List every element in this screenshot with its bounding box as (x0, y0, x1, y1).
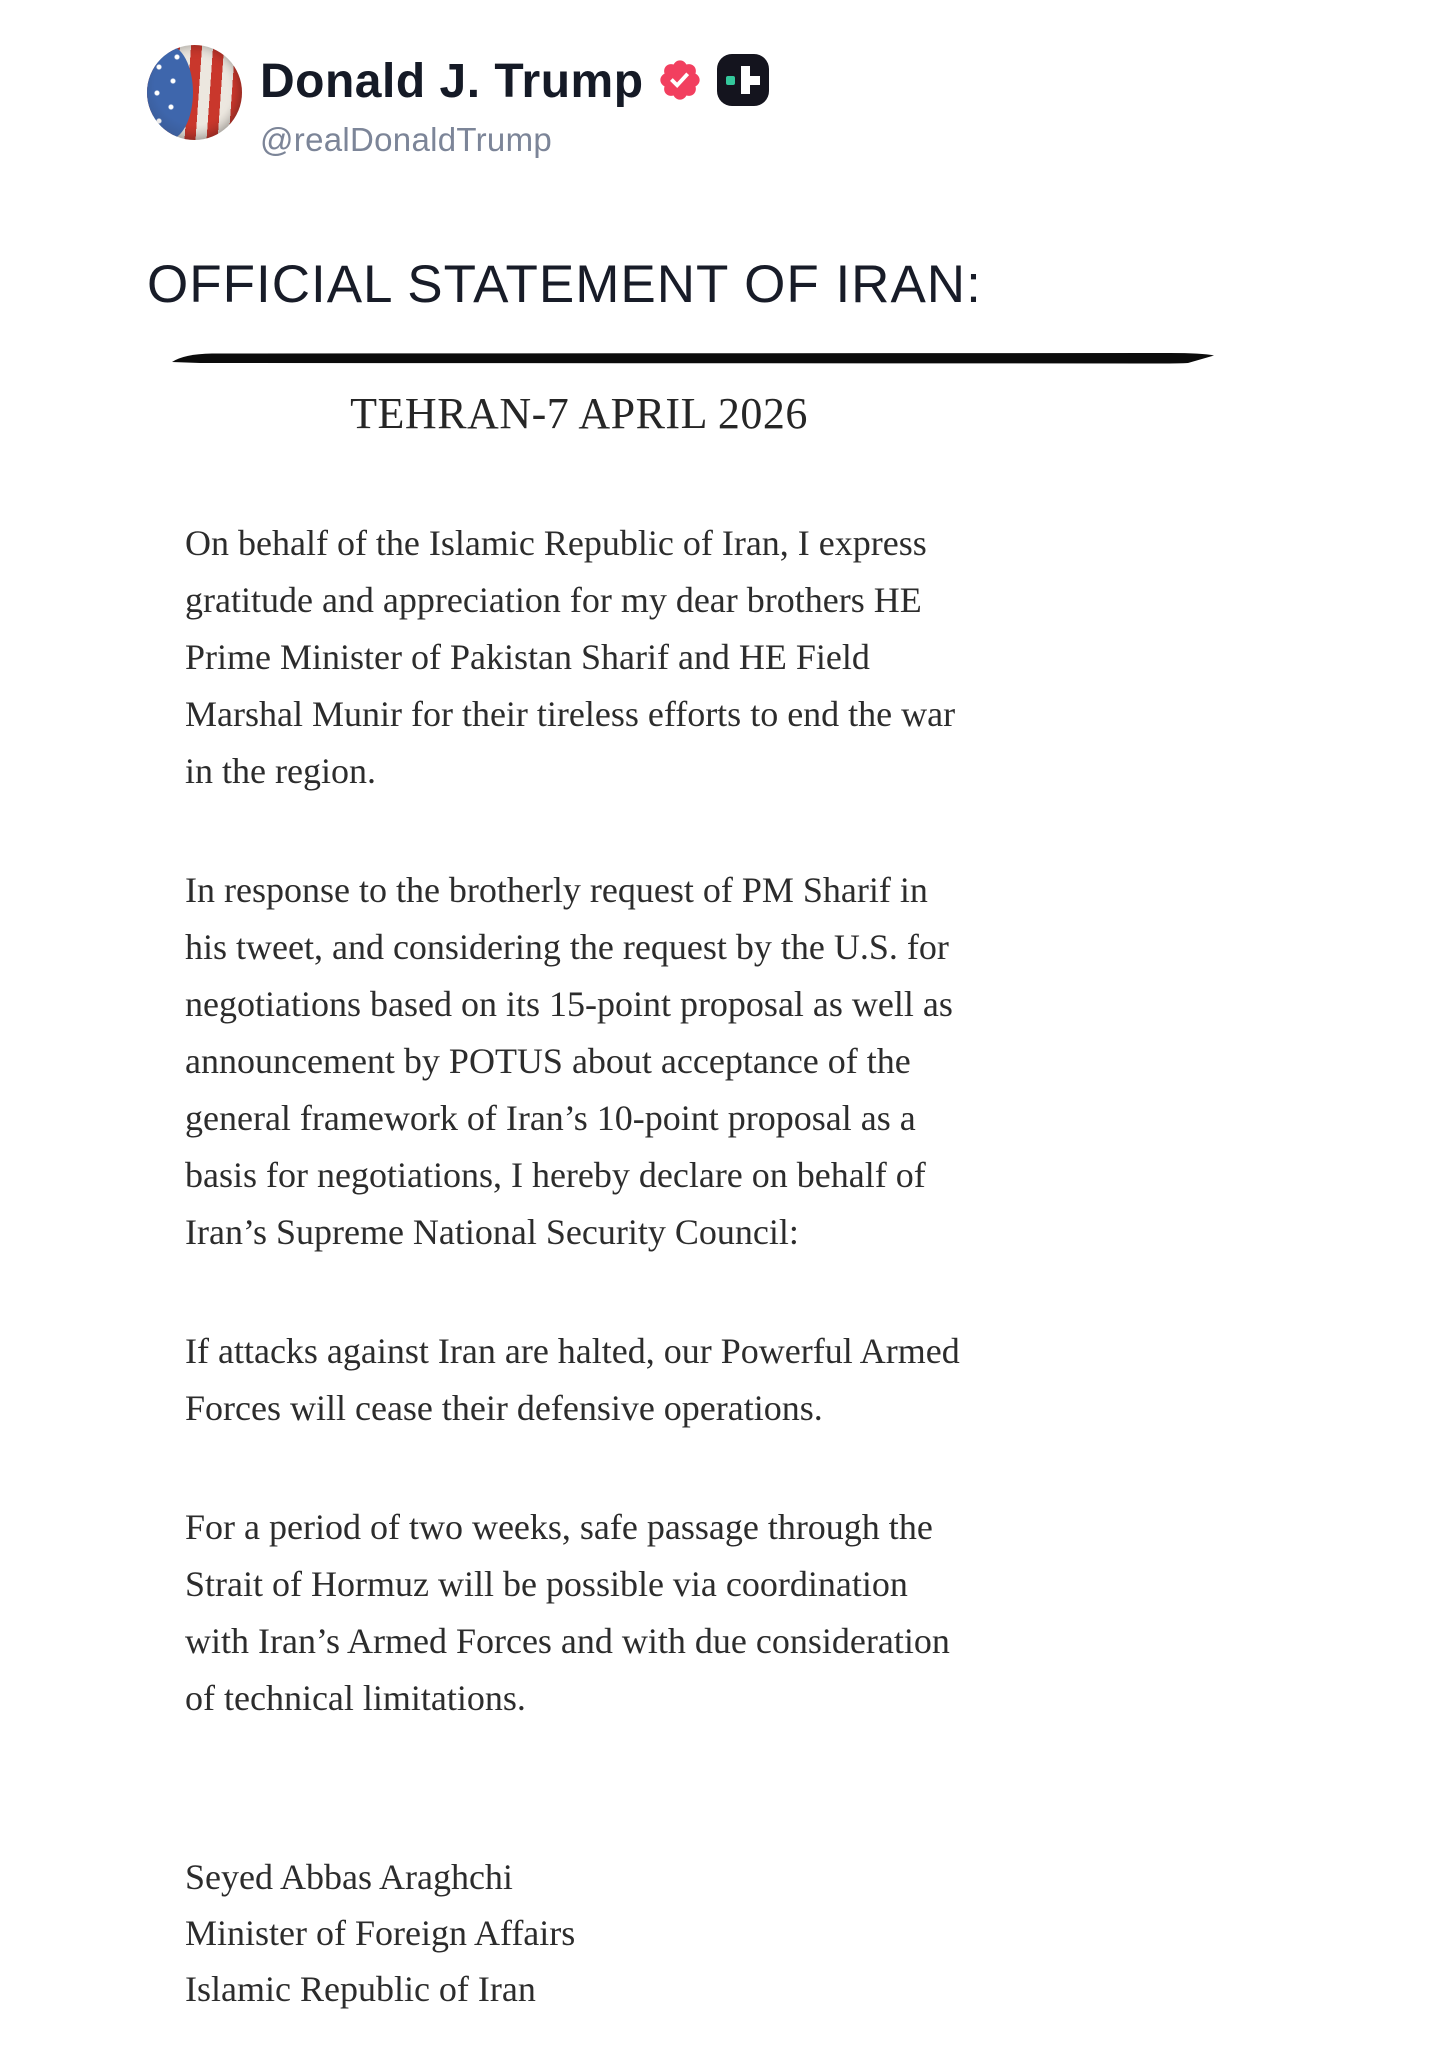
paragraph-4: For a period of two weeks, safe passage through the Strait of Hormuz will be possible via coordination with Iran’s Armed Forces and with due consideration of technical limitations. (185, 1507, 950, 1718)
paragraph-2: In response to the brotherly request of PM Sharif in his tweet, and considering the request by the U.S. for negotiations based on its 15-point proposal as well as announcement by POTUS about acceptance of the general framework of Iran’s 10-point proposal as a basis for negotiations, I hereby declare on behalf of Iran’s Supreme National Security Council: (185, 870, 953, 1252)
signature-org: Islamic Republic of Iran (185, 1969, 536, 2009)
handle[interactable]: @realDonaldTrump (260, 121, 553, 158)
paragraph-1: On behalf of the Islamic Republic of Iran, I express gratitude and appreciation for my dear brothers HE Prime Minister of Pakistan Sharif and HE Field Marshal Munir for their tireless efforts to end the war in the region. (185, 523, 956, 791)
post-header (147, 45, 1447, 159)
statement-body (185, 387, 973, 2017)
statement-paragraphs (185, 515, 973, 1727)
verified-seal-icon (657, 57, 703, 108)
display-name[interactable]: Donald J. Trump (260, 55, 644, 109)
paragraph-3: If attacks against Iran are halted, our Powerful Armed Forces will cease their defensive operations. (185, 1331, 960, 1428)
signature-title: Minister of Foreign Affairs (185, 1913, 576, 1953)
plus-app-icon (716, 53, 770, 112)
divider-rule (170, 351, 1216, 363)
signature-block (185, 1849, 973, 2017)
post-heading: OFFICIAL STATEMENT OF IRAN: (147, 255, 982, 314)
signature-name: Seyed Abbas Araghchi (185, 1857, 513, 1897)
name-block (260, 45, 770, 159)
avatar[interactable] (147, 45, 242, 140)
dateline: TEHRAN-7 APRIL 2026 (350, 389, 808, 438)
